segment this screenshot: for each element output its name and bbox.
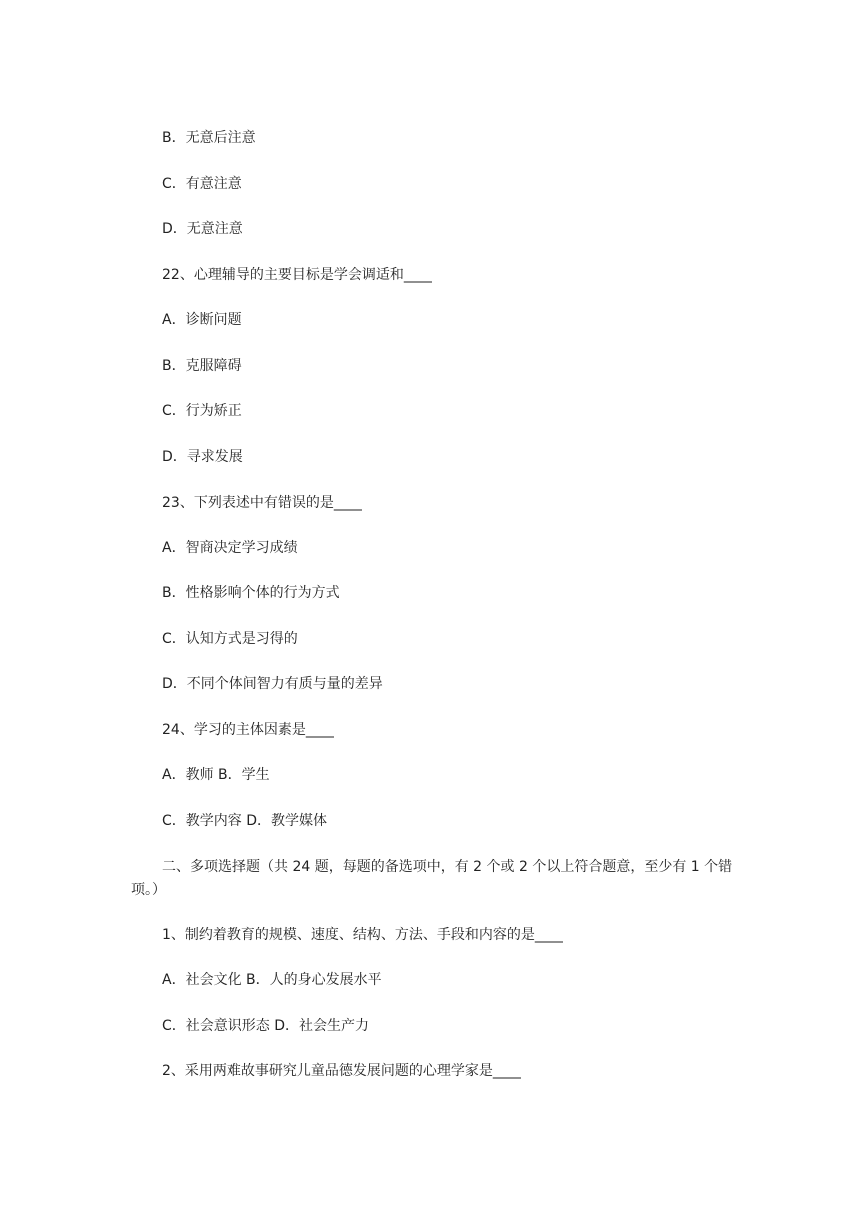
option-d-q23: D．不同个体间智力有质与量的差异 [162,676,383,692]
section-heading: 二、多项选择题（共 24 题，每题的备选项中，有 2 个或 2 个以上符合题意，至少有 1 个错项。） [131,859,733,898]
option-d-q21: D．无意注意 [162,221,243,237]
question-23: 23、下列表述中有错误的是____ [162,495,362,511]
question-m2: 2、采用两难故事研究儿童品德发展问题的心理学家是____ [162,1063,521,1079]
option-a-q22: A．诊断问题 [162,312,242,328]
option-b-q22: B．克服障碍 [162,358,242,374]
option-b-q21: B．无意后注意 [162,130,256,146]
options-ab-m1: A．社会文化 B．人的身心发展水平 [162,972,382,988]
options-ab-q24: A．教师 B．学生 [162,767,270,783]
options-cd-m1: C．社会意识形态 D．社会生产力 [162,1018,370,1034]
option-b-q23: B．性格影响个体的行为方式 [162,585,340,601]
option-c-q23: C．认知方式是习得的 [162,631,298,647]
option-c-q22: C．行为矫正 [162,403,242,419]
option-a-q23: A．智商决定学习成绩 [162,540,298,556]
options-cd-q24: C．教学内容 D．教学媒体 [162,813,328,829]
question-m1: 1、制约着教育的规模、速度、结构、方法、手段和内容的是____ [162,927,563,943]
option-c-q21: C．有意注意 [162,176,242,192]
question-22: 22、心理辅导的主要目标是学会调适和____ [162,267,432,283]
option-d-q22: D．寻求发展 [162,449,243,465]
question-24: 24、学习的主体因素是____ [162,722,334,738]
